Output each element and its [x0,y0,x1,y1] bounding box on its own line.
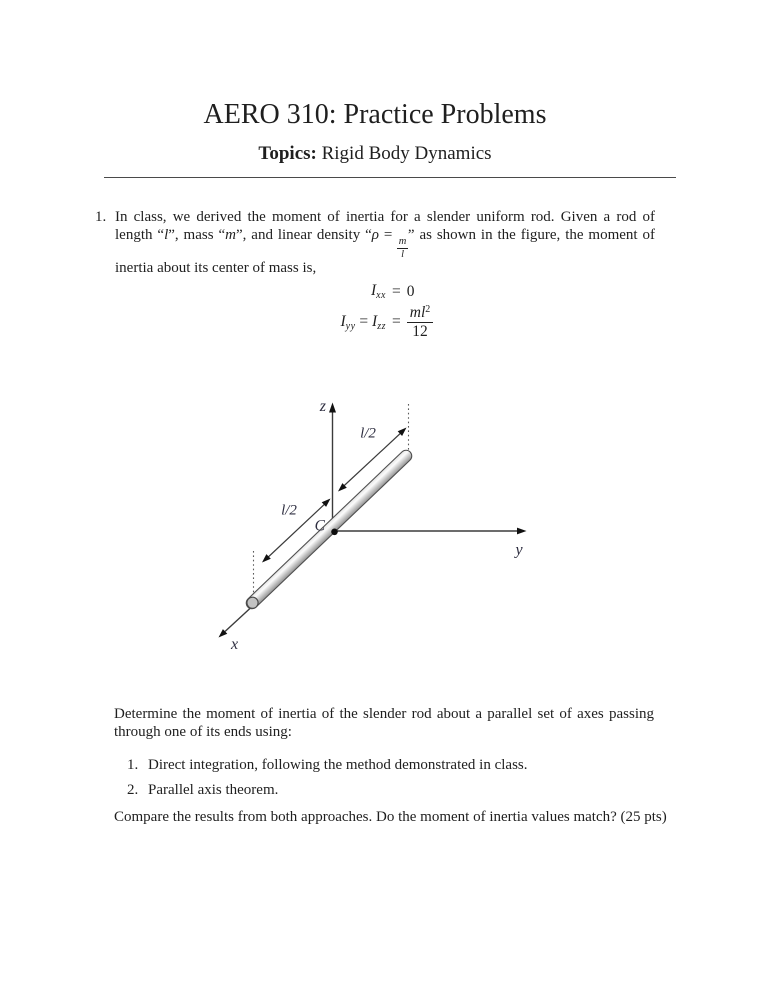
y-axis-arrowhead-icon [517,528,527,535]
symbol-I: I [370,282,377,299]
equation-ixx-rhs [392,283,415,301]
problem-item [95,209,655,278]
equation-iyy-izz [114,304,654,340]
equation-ixx-lhs [114,282,386,301]
topics-value: Rigid Body Dynamics [321,143,492,164]
list-item-number: 1. [127,756,139,773]
upper-half-length-label: l/2 [360,425,376,442]
topics-label: Topics: [258,143,317,164]
var-rho: ρ [371,226,379,243]
inline-equals: = [379,226,398,243]
intro-text-c: ”, and linear density “ [235,226,372,243]
problem-intro-paragraph [115,209,655,278]
equals-sign: = [392,282,401,300]
page-title: AERO 310: Practice Problems [203,99,547,130]
center-of-mass-label: C [314,517,325,535]
equals-sign: = [359,312,369,330]
center-of-mass-dot [331,529,338,536]
inline-fraction-m-over-l [397,236,408,260]
list-item-text: Direct integration, following the method demonstrated in class. [148,756,528,773]
list-item [127,756,654,774]
y-axis-label: y [515,541,523,559]
subscript-zz: zz [377,320,386,332]
var-m: m [225,226,236,243]
var-l: l [164,226,169,243]
method-list [114,756,654,799]
rod-axes-figure [205,393,540,661]
display-fraction-ml2-over-12 [407,304,434,341]
equation-iyy-izz-lhs [114,313,386,332]
list-item-number: 2. [127,781,139,798]
exponent-2: 2 [425,303,431,315]
intro-text-a: In class, we derived the moment of inertia for a slender uniform rod. Given a rod of length “ [115,209,655,243]
list-item [127,781,654,799]
value-zero: 0 [406,282,415,300]
subscript-yy: yy [345,320,356,332]
symbol-ml: ml [409,303,426,321]
header-divider [104,177,676,178]
rod-body [252,456,406,603]
fraction-numerator [407,304,434,323]
equals-sign: = [392,313,401,330]
symbol-I: I [372,312,378,330]
inline-fraction-numerator: m [398,236,407,248]
x-axis-label: x [230,636,239,653]
subscript-xx: xx [376,290,386,301]
symbol-I: I [340,312,346,330]
rod-end-cap [247,597,258,608]
list-item-text: Parallel axis theorem. [148,781,279,798]
instructions-paragraph: Determine the moment of inertia of the slender rod about a parallel set of axes passing through one of its ends using: [114,706,654,740]
intro-text-d: ” as shown in the figure, the moment of inertia about its center of mass is, [115,226,655,277]
topics-line [95,144,655,164]
lower-half-length-label: l/2 [281,502,297,519]
equations-block [114,282,654,340]
closing-paragraph: Compare the results from both approaches. Do the moment of inertia values match? (25 pts) [114,808,667,825]
fraction-denominator: 12 [412,322,428,340]
problem-instructions [114,706,667,827]
equation-iyy-izz-rhs [392,304,433,341]
intro-text-b: ”, mass “ [168,226,226,243]
z-axis-arrowhead-icon [329,403,336,413]
inline-fraction-denominator: l [401,248,405,260]
z-axis-label: z [319,398,326,415]
equation-ixx [114,282,654,301]
problem-number: 1. [95,209,107,225]
